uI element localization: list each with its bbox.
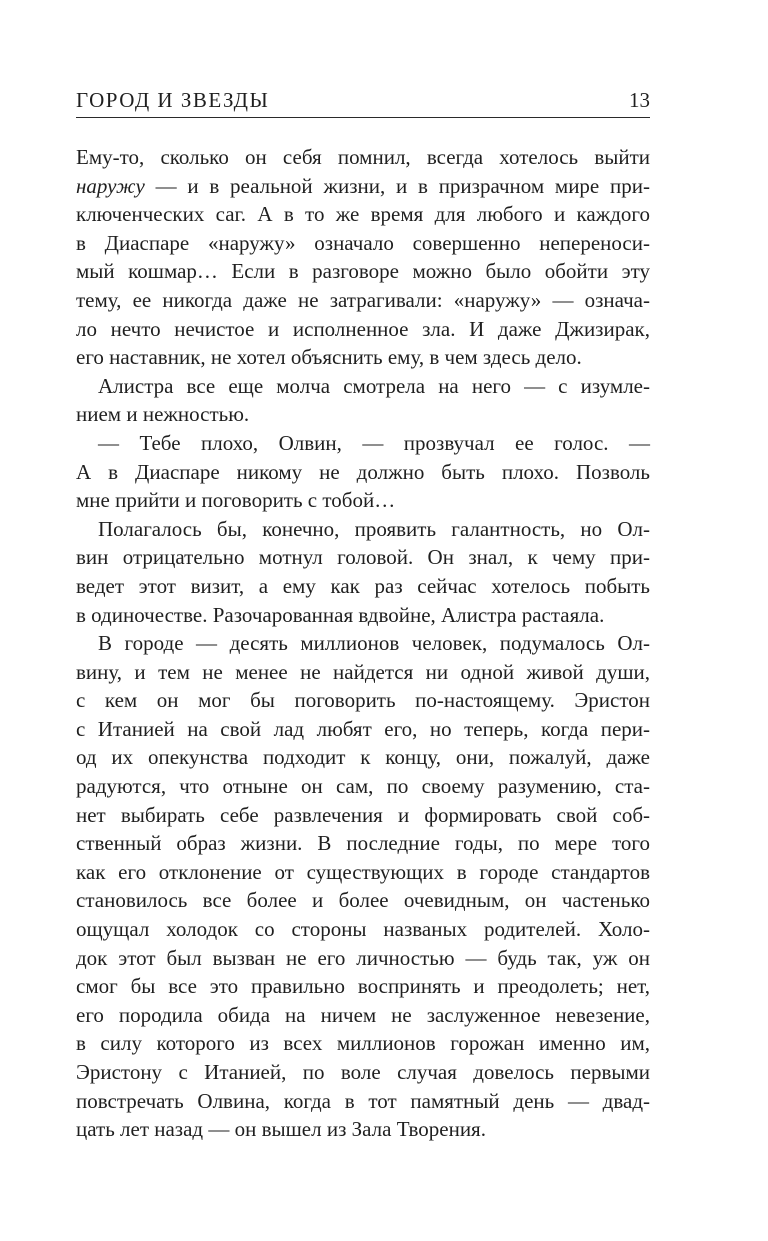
text-line: ведет этот визит, а ему как раз сейчас хотелось побыть xyxy=(76,573,650,598)
text-line: в силу которого из всех миллионов горожан именно им, xyxy=(76,1031,650,1056)
running-head-title: ГОРОД И ЗВЕЗДЫ xyxy=(76,88,270,112)
text-line: Ему-то, сколько он себя помнил, всегда хотелось выйти xyxy=(76,145,650,169)
text-line: нет выбирать себе развлечения и формировать свой соб- xyxy=(76,802,650,827)
header-rule xyxy=(76,117,650,118)
text-line: — Тебе плохо, Олвин, — прозвучал ее голос. — xyxy=(98,430,650,455)
text-line: ло нечто нечистое и исполненное зла. И даже Джизирак, xyxy=(76,316,650,341)
text-line: ощущал холодок со стороны названых родителей. Холо- xyxy=(76,917,650,942)
text-line: вин отрицательно мотнул головой. Он знал, к чему при- xyxy=(76,545,650,570)
text-line-post: — и в реальной жизни, и в призрачном мире при- xyxy=(144,173,650,198)
text-line: вину, и тем не менее не найдется ни одной живой души, xyxy=(76,659,650,684)
text-line: в одиночестве. Разочарованная вдвойне, Алистра растаяла. xyxy=(76,602,605,627)
text-line: становилось все более и более очевидным, он частенько xyxy=(76,888,650,913)
page-number: 13 xyxy=(629,88,650,112)
body-text xyxy=(76,143,650,1144)
text-line: как его отклонение от существующих в городе стандартов xyxy=(76,859,650,884)
text-line: радуются, что отныне он сам, по своему разумению, ста- xyxy=(76,774,650,799)
text-line: его наставник, не хотел объяснить ему, в чем здесь дело. xyxy=(76,345,582,370)
text-line: с кем он мог бы поговорить по-настоящему. Эристон xyxy=(76,688,650,713)
text-line: в Диаспаре «наружу» означало совершенно непереноси- xyxy=(76,230,650,255)
text-line: Алистра все еще молча смотрела на него — с изумле- xyxy=(98,373,650,398)
text-line: А в Диаспаре никому не должно быть плохо. Позволь xyxy=(76,459,650,484)
text-line: док этот был вызван не его личностью — будь так, уж он xyxy=(76,945,650,970)
text-line: с Итанией на свой лад любят его, но теперь, когда пери- xyxy=(76,716,650,741)
text-line: мый кошмар… Если в разговоре можно было обойти эту xyxy=(76,259,650,284)
text-line: ключенческих саг. А в то же время для любого и каждого xyxy=(76,202,650,227)
running-head xyxy=(76,88,650,118)
text-line xyxy=(76,172,650,201)
text-line: повстречать Олвина, когда в тот памятный день — двад- xyxy=(76,1088,650,1113)
text-line: смог бы все это правильно воспринять и преодолеть; нет, xyxy=(76,974,650,999)
emphasized-word: наружу xyxy=(76,173,145,198)
text-line: тему, ее никогда даже не затрагивали: «наружу» — означа- xyxy=(76,287,650,312)
text-line: В городе — десять миллионов человек, подумалось Ол- xyxy=(98,631,650,656)
text-line: нием и нежностью. xyxy=(76,402,250,427)
text-line: Эристону с Итанией, по воле случая довелось первыми xyxy=(76,1060,650,1084)
text-line: его породила обида на ничем не заслуженное невезение, xyxy=(76,1002,650,1027)
text-line: цать лет назад — он вышел из Зала Творения. xyxy=(76,1117,486,1142)
text-line: од их опекунства подходит к концу, они, пожалуй, даже xyxy=(76,745,650,770)
text-line: мне прийти и поговорить с тобой… xyxy=(76,488,396,513)
text-line: ственный образ жизни. В последние годы, по мере того xyxy=(76,831,650,856)
text-line: Полагалось бы, конечно, проявить галантность, но Ол- xyxy=(98,516,650,541)
